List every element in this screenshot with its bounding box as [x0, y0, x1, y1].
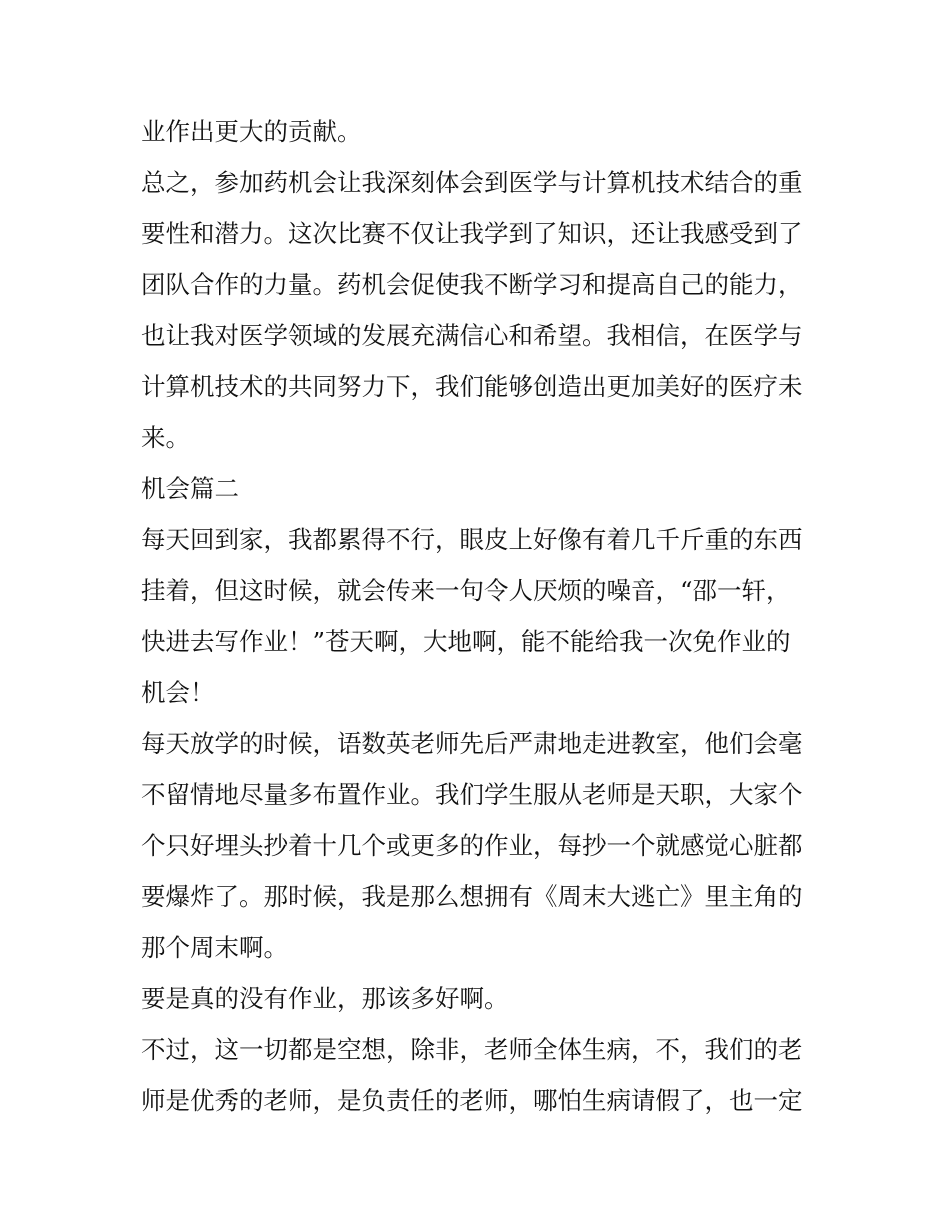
- text-line: 业作出更大的贡献。: [141, 117, 362, 146]
- text-line: 团队合作的力量。药机会促使我不断学习和提高自己的能力，: [141, 270, 803, 299]
- text-line: 也让我对医学领域的发展充满信心和希望。我相信，在医学与: [141, 321, 803, 350]
- text-line: 快进去写作业！”苍天啊，大地啊，能不能给我一次免作业的: [141, 627, 791, 656]
- text-line: 要性和潜力。这次比赛不仅让我学到了知识，还让我感受到了: [141, 219, 803, 248]
- text-line: 总之，参加药机会让我深刻体会到医学与计算机技术结合的重: [141, 168, 803, 197]
- section-heading: 机会篇二: [141, 474, 239, 503]
- text-line: 不过，这一切都是空想，除非，老师全体生病，不，我们的老: [141, 1035, 803, 1064]
- text-line: 挂着，但这时候，就会传来一句令人厌烦的噪音，“邵一轩，: [141, 576, 791, 605]
- text-line: 要爆炸了。那时候，我是那么想拥有《周末大逃亡》里主角的: [141, 882, 803, 911]
- text-line: 要是真的没有作业，那该多好啊。: [141, 984, 509, 1013]
- text-line: 每天回到家，我都累得不行，眼皮上好像有着几千斤重的东西: [141, 525, 803, 554]
- document-body: [141, 106, 821, 1126]
- text-line: 师是优秀的老师，是负责任的老师，哪怕生病请假了，也一定: [141, 1086, 803, 1115]
- text-line: 个只好埋头抄着十几个或更多的作业，每抄一个就感觉心脏都: [141, 831, 803, 860]
- text-line: 来。: [141, 423, 190, 452]
- text-line: 计算机技术的共同努力下，我们能够创造出更加美好的医疗未: [141, 372, 803, 401]
- text-line: 每天放学的时候，语数英老师先后严肃地走进教室，他们会毫: [141, 729, 803, 758]
- text-line: 那个周末啊。: [141, 933, 288, 962]
- text-line: 机会！: [141, 678, 215, 707]
- text-line: 不留情地尽量多布置作业。我们学生服从老师是天职，大家个: [141, 780, 803, 809]
